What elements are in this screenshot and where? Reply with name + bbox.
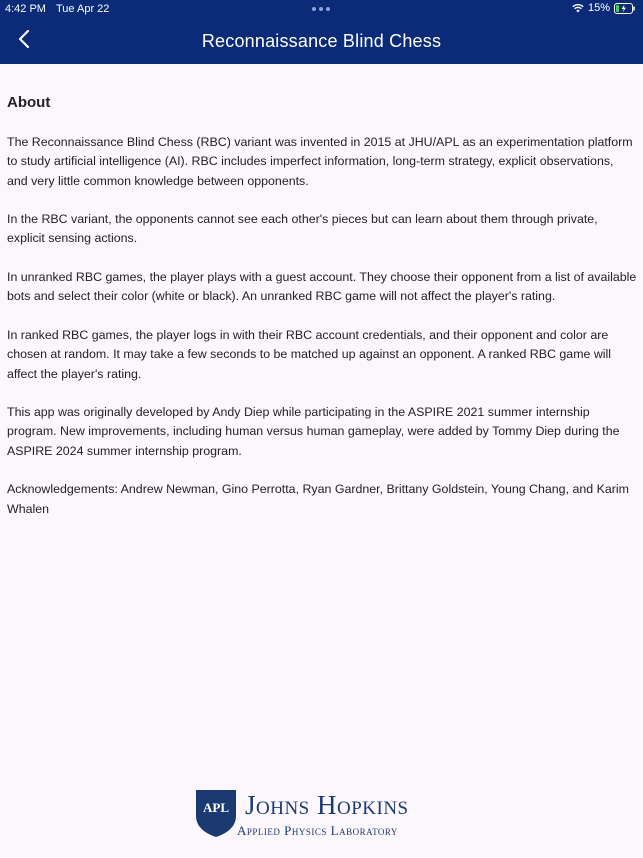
status-date: Tue Apr 22 [56,3,110,15]
about-paragraph-acknowledgements: Acknowledgements: Andrew Newman, Gino Perrotta, Ryan Gardner, Brittany Goldstein, Young Chang, and Karim Whalen [7,482,629,516]
about-paragraph-developers: This app was originally developed by Andy Diep while participating in the ASPIRE 2021 summer internship program. New improvements, including human versus human gameplay, were added by Tommy Diep during the ASPIRE 2024 summer internship program. [7,405,620,458]
battery-percentage: 15% [587,2,610,14]
logo-shield-text: APL [203,800,229,815]
about-paragraph-ranked: In ranked RBC games, the player logs in with their RBC account credentials, and their opponent and color are chosen at random. It may take a few seconds to be matched up against an opponent. A ranked RBC game will affect the player's rating. [7,327,612,381]
logo-name: Johns Hopkins [245,790,409,820]
logo-subtitle: Applied Physics Laboratory [237,823,398,838]
multitasking-dots-icon[interactable] [312,7,330,11]
status-indicators [572,2,636,14]
about-content [7,90,637,538]
about-paragraph-unranked: In unranked RBC games, the player plays with a guest account. They choose their opponent from a list of available bots and select their color (white or black). An unranked RBC game will not affect the player's rating. [7,270,637,304]
wifi-icon [572,3,584,13]
page-title: Reconnaissance Blind Chess [201,31,442,51]
about-paragraph-origin: The Reconnaissance Blind Chess (RBC) variant was invented in 2015 at JHU/APL as an experimentation platform to study artificial intelligence (AI). RBC includes imperfect information, long-term strategy, explicit observations, and very little common knowledge between opponents. [7,135,633,188]
jhu-apl-logo [195,788,455,840]
navigation-header [0,0,643,64]
battery-charging-icon [614,3,636,14]
about-heading: About [7,94,51,111]
about-paragraph-variant: In the RBC variant, the opponents cannot see each other's pieces but can learn about them through private, explicit sensing actions. [7,212,598,246]
status-bar [0,0,643,18]
status-time: 4:42 PM [5,3,46,15]
